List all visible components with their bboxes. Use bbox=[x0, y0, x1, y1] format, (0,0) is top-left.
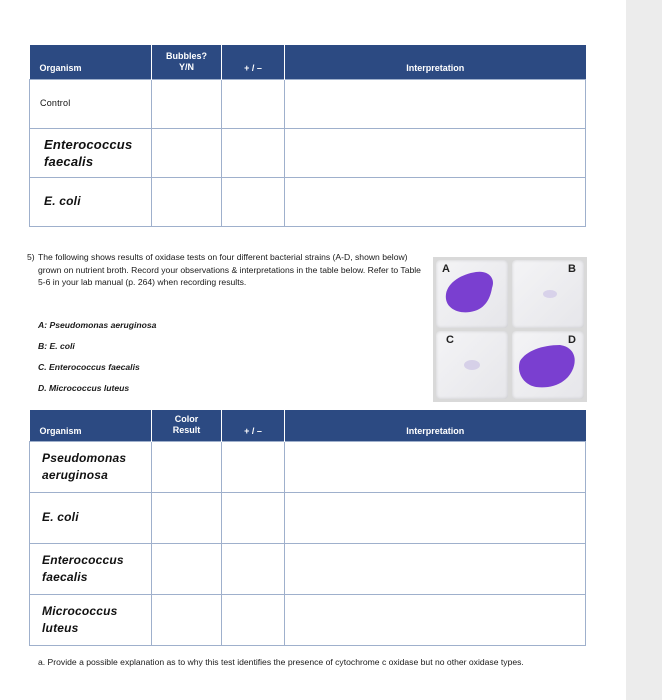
disc-c bbox=[436, 331, 508, 399]
disc-label: C bbox=[446, 334, 454, 346]
question-a: a. Provide a possible explanation as to why this test identifies the presence of cytochrome c oxidase but no other oxidase types. bbox=[38, 657, 524, 667]
purple-stain-a bbox=[436, 260, 508, 328]
organism-cell bbox=[30, 594, 152, 645]
interpretation-cell[interactable] bbox=[285, 79, 586, 128]
color-result-cell[interactable] bbox=[152, 543, 222, 594]
organism-name: Enterococcus faecalis bbox=[42, 552, 124, 584]
header-organism: Organism bbox=[30, 45, 152, 79]
organism-cell: Control bbox=[30, 79, 152, 128]
interpretation-cell[interactable] bbox=[285, 441, 586, 492]
organism-name: Pseudomonas aeruginosa bbox=[42, 450, 127, 482]
organism-name: Enterococcus faecalis bbox=[44, 136, 133, 169]
bubbles-cell[interactable] bbox=[152, 177, 222, 226]
question-text: The following shows results of oxidase tests on four different bacterial strains (A-D, shown below) grown on nutrient broth. Record your observations & interpretations in the table below. Refer to Table 5-6 in your lab manual (p. 264) when recording results. bbox=[38, 252, 421, 288]
disc-a bbox=[436, 260, 508, 328]
header-plus-minus: + / – bbox=[222, 410, 285, 441]
organism-cell: E. coli bbox=[30, 492, 152, 543]
strain-d: D. Micrococcus luteus bbox=[38, 383, 130, 393]
interpretation-cell[interactable] bbox=[285, 594, 586, 645]
disc-label: A bbox=[442, 263, 450, 275]
color-result-cell[interactable] bbox=[152, 492, 222, 543]
result-cell[interactable] bbox=[222, 441, 285, 492]
result-cell[interactable] bbox=[222, 594, 285, 645]
table-row bbox=[30, 441, 586, 492]
header-interpretation: Interpretation bbox=[285, 45, 586, 79]
question-number: 5) bbox=[27, 252, 35, 262]
table-row bbox=[30, 492, 586, 543]
strain-c: C. Enterococcus faecalis bbox=[38, 362, 140, 372]
organism-cell bbox=[30, 543, 152, 594]
header-interpretation: Interpretation bbox=[285, 410, 586, 441]
color-result-cell[interactable] bbox=[152, 441, 222, 492]
result-cell[interactable] bbox=[222, 543, 285, 594]
strain-a: A: Pseudomonas aeruginosa bbox=[38, 320, 157, 330]
result-cell[interactable] bbox=[222, 128, 285, 177]
organism-cell: E. coli bbox=[30, 177, 152, 226]
interpretation-cell[interactable] bbox=[285, 128, 586, 177]
oxidase-table bbox=[29, 410, 586, 646]
organism-cell bbox=[30, 128, 152, 177]
purple-stain-d bbox=[512, 331, 584, 399]
bubbles-cell[interactable] bbox=[152, 79, 222, 128]
table-row bbox=[30, 79, 586, 128]
faint-smear-c bbox=[436, 331, 508, 399]
disc-b bbox=[512, 260, 584, 328]
header-organism: Organism bbox=[30, 410, 152, 441]
bubbles-table bbox=[29, 45, 586, 227]
header-bubbles bbox=[152, 45, 222, 79]
page-edge bbox=[626, 0, 662, 700]
bubbles-cell[interactable] bbox=[152, 128, 222, 177]
header-color-result bbox=[152, 410, 222, 441]
interpretation-cell[interactable] bbox=[285, 492, 586, 543]
result-cell[interactable] bbox=[222, 177, 285, 226]
table-row bbox=[30, 543, 586, 594]
disc-label: B bbox=[568, 263, 576, 275]
table-row bbox=[30, 177, 586, 226]
strain-b: B: E. coli bbox=[38, 341, 75, 351]
organism-cell bbox=[30, 441, 152, 492]
header-plus-minus: + / – bbox=[222, 45, 285, 79]
disc-label: D bbox=[568, 334, 576, 346]
table-row bbox=[30, 128, 586, 177]
header-bubbles-text: Bubbles? Y/N bbox=[165, 50, 207, 72]
question-5 bbox=[27, 251, 422, 289]
color-result-cell[interactable] bbox=[152, 594, 222, 645]
faint-smear-b bbox=[512, 260, 584, 328]
result-cell[interactable] bbox=[222, 492, 285, 543]
interpretation-cell[interactable] bbox=[285, 543, 586, 594]
disc-d bbox=[512, 331, 584, 399]
header-color-result-text: Color Result bbox=[172, 414, 201, 436]
oxidase-test-photo bbox=[433, 257, 587, 402]
table-row bbox=[30, 594, 586, 645]
result-cell[interactable] bbox=[222, 79, 285, 128]
organism-name: Micrococcus luteus bbox=[42, 603, 118, 635]
interpretation-cell[interactable] bbox=[285, 177, 586, 226]
